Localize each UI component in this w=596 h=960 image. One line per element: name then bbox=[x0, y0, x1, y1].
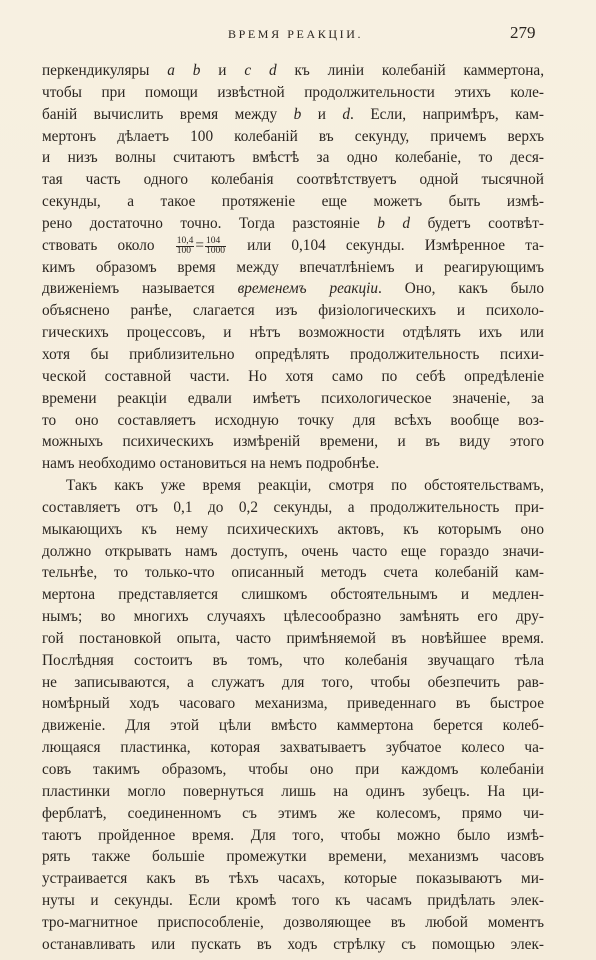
running-title: ВРЕМЯ РЕАКЦІИ. bbox=[228, 27, 364, 41]
text-line: мертона представляется слишкомъ обстоятельнымъ и медлен- bbox=[42, 586, 544, 604]
text-line: таютъ пройденное время. Для того, чтобы можно было измѣ- bbox=[42, 826, 544, 844]
text-line: останавливать или пускать въ ходъ стрѣлку съ помощью элек- bbox=[42, 935, 544, 953]
text-line: движеніе. Для этой цѣли вмѣсто каммертона берется колеб- bbox=[42, 717, 544, 735]
text-line: времени реакціи едвали имѣетъ психологическое значеніе, за bbox=[42, 389, 544, 407]
text-line: можныхъ психическихъ измѣреній времени, и въ виду этого bbox=[42, 433, 544, 451]
emphasized-term: временемъ реакціи bbox=[237, 280, 379, 298]
text-line: лющаяся пластинка, которая захватываетъ зубчатое колесо ча- bbox=[42, 739, 544, 757]
page-number: 279 bbox=[510, 23, 536, 42]
text-line: ферблатѣ, соединенномъ съ этимъ же колесомъ, прямо чи- bbox=[42, 804, 544, 822]
text-line: Такъ какъ уже время реакціи, смотря по обстоятельствамъ, bbox=[66, 477, 544, 495]
text-line: перкендикуляры a b и c d къ линіи колебаній каммертона, bbox=[42, 62, 544, 79]
text-line: баній вычислить время между b и d. Если, напримѣръ, кам- bbox=[42, 105, 544, 123]
text-line: совъ такимъ образомъ, чтобы оно при каждомъ колебаніи bbox=[42, 761, 544, 778]
text-line: Послѣдняя состоитъ въ томъ, что колебанія звучащаго тѣла bbox=[42, 651, 544, 669]
text-line: нуты и секунды. Если кромѣ того къ часамъ придѣлать элек- bbox=[42, 892, 544, 910]
text-line: ствовать около $\frac{10,4}{100}$ = $\frac{104}{1000}$ или 0,104 секунды. Измѣренное та- bbox=[42, 235, 544, 256]
text-line: то оно составляетъ исходную точку для всѣхъ вообще воз- bbox=[42, 411, 544, 429]
text-line: рять также большіе промежутки времени, механизмъ часовъ bbox=[42, 848, 544, 866]
text-line: кимъ образомъ время между впечатлѣніемъ и реагирующимъ bbox=[42, 258, 544, 276]
text-line: должно открывать намъ доступъ, очень часто еще гораздо значи- bbox=[42, 542, 544, 560]
text-line: нымъ; во многихъ случаяхъ цѣлесообразно замѣнять его дру- bbox=[42, 608, 544, 626]
text-line: гой постановкой опыта, часто примѣняемой въ новѣйшее время. bbox=[42, 629, 544, 647]
text-line: устраивается какъ въ тѣхъ часахъ, которые показываютъ ми- bbox=[42, 870, 544, 888]
text-line: мертонъ дѣлаетъ 100 колебаній въ секунду, причемъ верхъ bbox=[42, 127, 544, 145]
text-line: тая часть одного колебанія соотвѣтствуетъ одной тысячной bbox=[42, 171, 544, 189]
text-line: пластинки могло повернуться лишь на одинъ зубецъ. На ци- bbox=[42, 782, 544, 800]
text-line: объяснено ранѣе, слагается изъ физіологическихъ и психоло- bbox=[42, 302, 544, 320]
text-body bbox=[42, 60, 544, 956]
text-line: хотя бы приблизительно опредѣлять продолжительность психи- bbox=[42, 345, 544, 363]
text-line: секунды, а такое протяженіе еще можетъ быть измѣ- bbox=[42, 193, 544, 211]
fraction: $\frac{10,4}{100}$ bbox=[176, 235, 194, 256]
text-line: номѣрный ходъ часоваго механизма, приведеннаго въ быстрое bbox=[42, 695, 544, 713]
running-header bbox=[0, 23, 596, 46]
text-line: тро-магнитное приспособленіе, дозволяющее въ любой моментъ bbox=[42, 913, 544, 931]
text-line: намъ необходимо остановиться на немъ подробнѣе. bbox=[42, 455, 380, 473]
text-line: чтобы при помощи извѣстной продолжительности этихъ коле- bbox=[42, 83, 544, 101]
text-line: ческой составной части. Но хотя само по себѣ опредѣленіе bbox=[42, 367, 544, 385]
text-line: тельнѣе, то только-что описанный методъ счета колебаній кам- bbox=[42, 564, 544, 582]
text-line: рено достаточно точно. Тогда разстояніе b d будетъ соотвѣт- bbox=[42, 214, 544, 232]
text-line: и низъ волны считаютъ вмѣстѣ за одно колебаніе, то деся- bbox=[42, 149, 544, 167]
text-line: не записываются, а служатъ для того, чтобы обезпечить рав- bbox=[42, 673, 544, 691]
text-line: движеніемъ называется временемъ реакціи. Оно, какъ было bbox=[42, 280, 544, 298]
text-line: гическихъ процессовъ, и нѣтъ возможности отдѣлять ихъ или bbox=[42, 324, 544, 342]
fraction: $\frac{104}{1000}$ bbox=[205, 235, 225, 256]
text-line: составляетъ отъ 0,1 до 0,2 секунды, а продолжительность при- bbox=[42, 498, 544, 516]
text-line: мыкающихъ къ нему психическихъ актовъ, къ которымъ оно bbox=[42, 520, 544, 538]
